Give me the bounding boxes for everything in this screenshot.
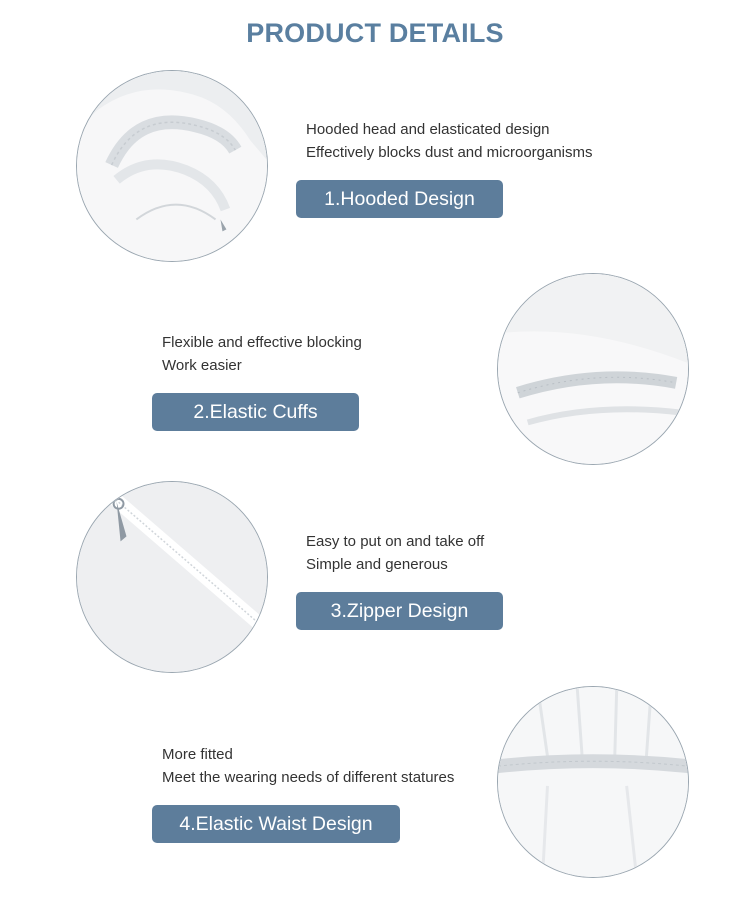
zipper-image [76,481,268,673]
feature-2-line-2: Work easier [162,357,242,374]
waist-icon [498,687,688,877]
feature-1-line-2: Effectively blocks dust and microorganisms [306,144,593,161]
feature-2-label: 2.Elastic Cuffs [152,393,359,431]
feature-4-label: 4.Elastic Waist Design [152,805,400,843]
hood-image [76,70,268,262]
cuff-icon [498,274,688,464]
cuff-image [497,273,689,465]
feature-3-line-2: Simple and generous [306,556,448,573]
feature-4-description [162,743,454,789]
feature-3-description [306,530,484,576]
feature-3-label: 3.Zipper Design [296,592,503,630]
feature-1-description [306,118,593,164]
feature-2-description [162,331,362,377]
waist-image [497,686,689,878]
page-title: PRODUCT DETAILS [246,18,504,48]
hood-icon [77,71,267,261]
feature-1-line-1: Hooded head and elasticated design [306,121,550,138]
feature-4-line-1: More fitted [162,746,233,763]
zipper-icon [77,482,267,672]
feature-3-line-1: Easy to put on and take off [306,533,485,550]
feature-4-line-2: Meet the wearing needs of different statures [162,769,455,786]
feature-2-line-1: Flexible and effective blocking [162,334,362,351]
feature-1-label: 1.Hooded Design [296,180,503,218]
